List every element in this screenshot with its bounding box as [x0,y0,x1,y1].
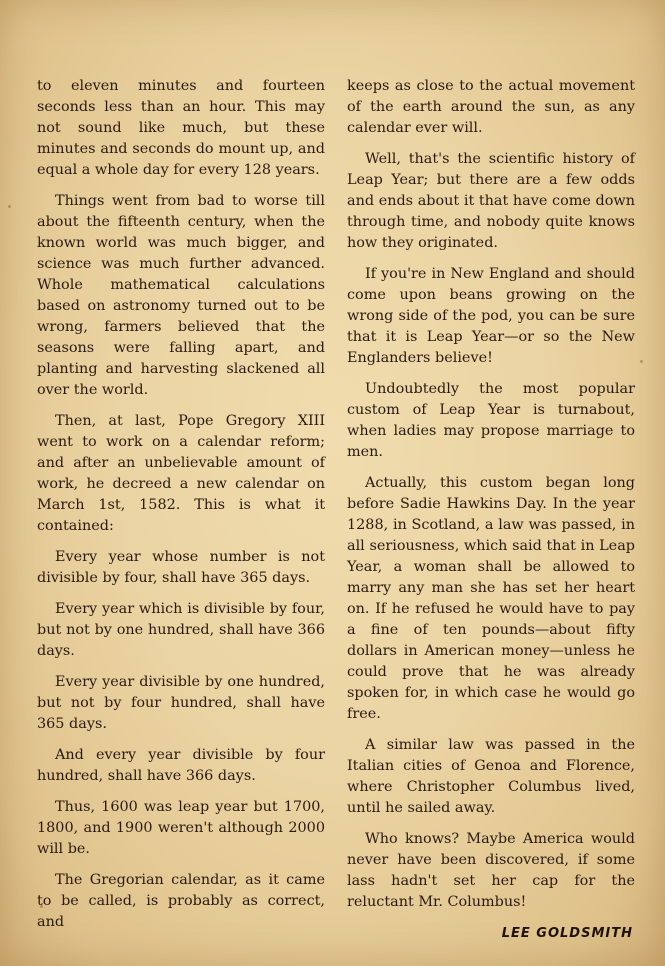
paragraph: Well, that's the scientific history of Leap Year; but there are a few odds and ends about it that have come down through time, and nobody quite knows how they originated. [347,151,635,251]
author-byline: LEE GOLDSMITH [501,926,633,941]
paragraph: And every year divisible by four hundred, shall have 366 days. [37,747,325,784]
paragraph: The Gregorian calendar, as it came to be called, is probably as correct, and [37,872,325,930]
paragraph: Things went from bad to worse till about the fifteenth century, when the known world was much bigger, and science was much further advanced. Whole mathematical calculations based on astronomy turned out to be wrong, farmers believed that the seasons were falling apart, and planting and harvesting slackened all over the world. [37,193,325,398]
paragraph: Every year divisible by one hundred, but not by four hundred, shall have 365 days. [37,674,325,732]
paragraph: Every year which is divisible by four, but not by one hundred, shall have 366 days. [37,601,325,659]
paragraph: If you're in New England and should come upon beans growing on the wrong side of the pod, you can be sure that it is Leap Year—or so the New Englanders believe! [347,266,635,366]
paragraph: keeps as close to the actual movement of the earth around the sun, as any calendar ever will. [347,78,635,136]
paragraph: Then, at last, Pope Gregory XIII went to work on a calendar reform; and after an unbelievable amount of work, he decreed a new calendar on March 1st, 1582. This is what it contained: [37,413,325,534]
right-column [347,76,635,944]
paragraph: Actually, this custom began long before Sadie Hawkins Day. In the year 1288, in Scotland, a law was passed, in all seriousness, which said that in Leap Year, a woman shall be allowed to marry any man she has set her heart on. If he refused he would have to pay a fine of ten pounds—about fifty dollars in American money—unless he could prove that he was already spoken for, in which case he would go free. [347,475,635,722]
paper-speck [40,905,43,908]
paper-speck [8,205,11,208]
paper-speck [640,360,643,363]
paragraph: Every year whose number is not divisible by four, shall have 365 days. [37,549,325,586]
paragraph: Who knows? Maybe America would never have been discovered, if some lass hadn't set her cap for the reluctant Mr. Columbus! [347,831,635,910]
paragraph: Undoubtedly the most popular custom of Leap Year is turnabout, when ladies may propose marriage to men. [347,381,635,460]
left-column [37,76,325,943]
paragraph: Thus, 1600 was leap year but 1700, 1800, and 1900 weren't although 2000 will be. [37,799,325,857]
paragraph: to eleven minutes and fourteen seconds less than an hour. This may not sound like much, but these minutes and seconds do mount up, and equal a whole day for every 128 years. [37,78,325,178]
paragraph: A similar law was passed in the Italian cities of Genoa and Florence, where Christopher Columbus lived, until he sailed away. [347,737,635,816]
